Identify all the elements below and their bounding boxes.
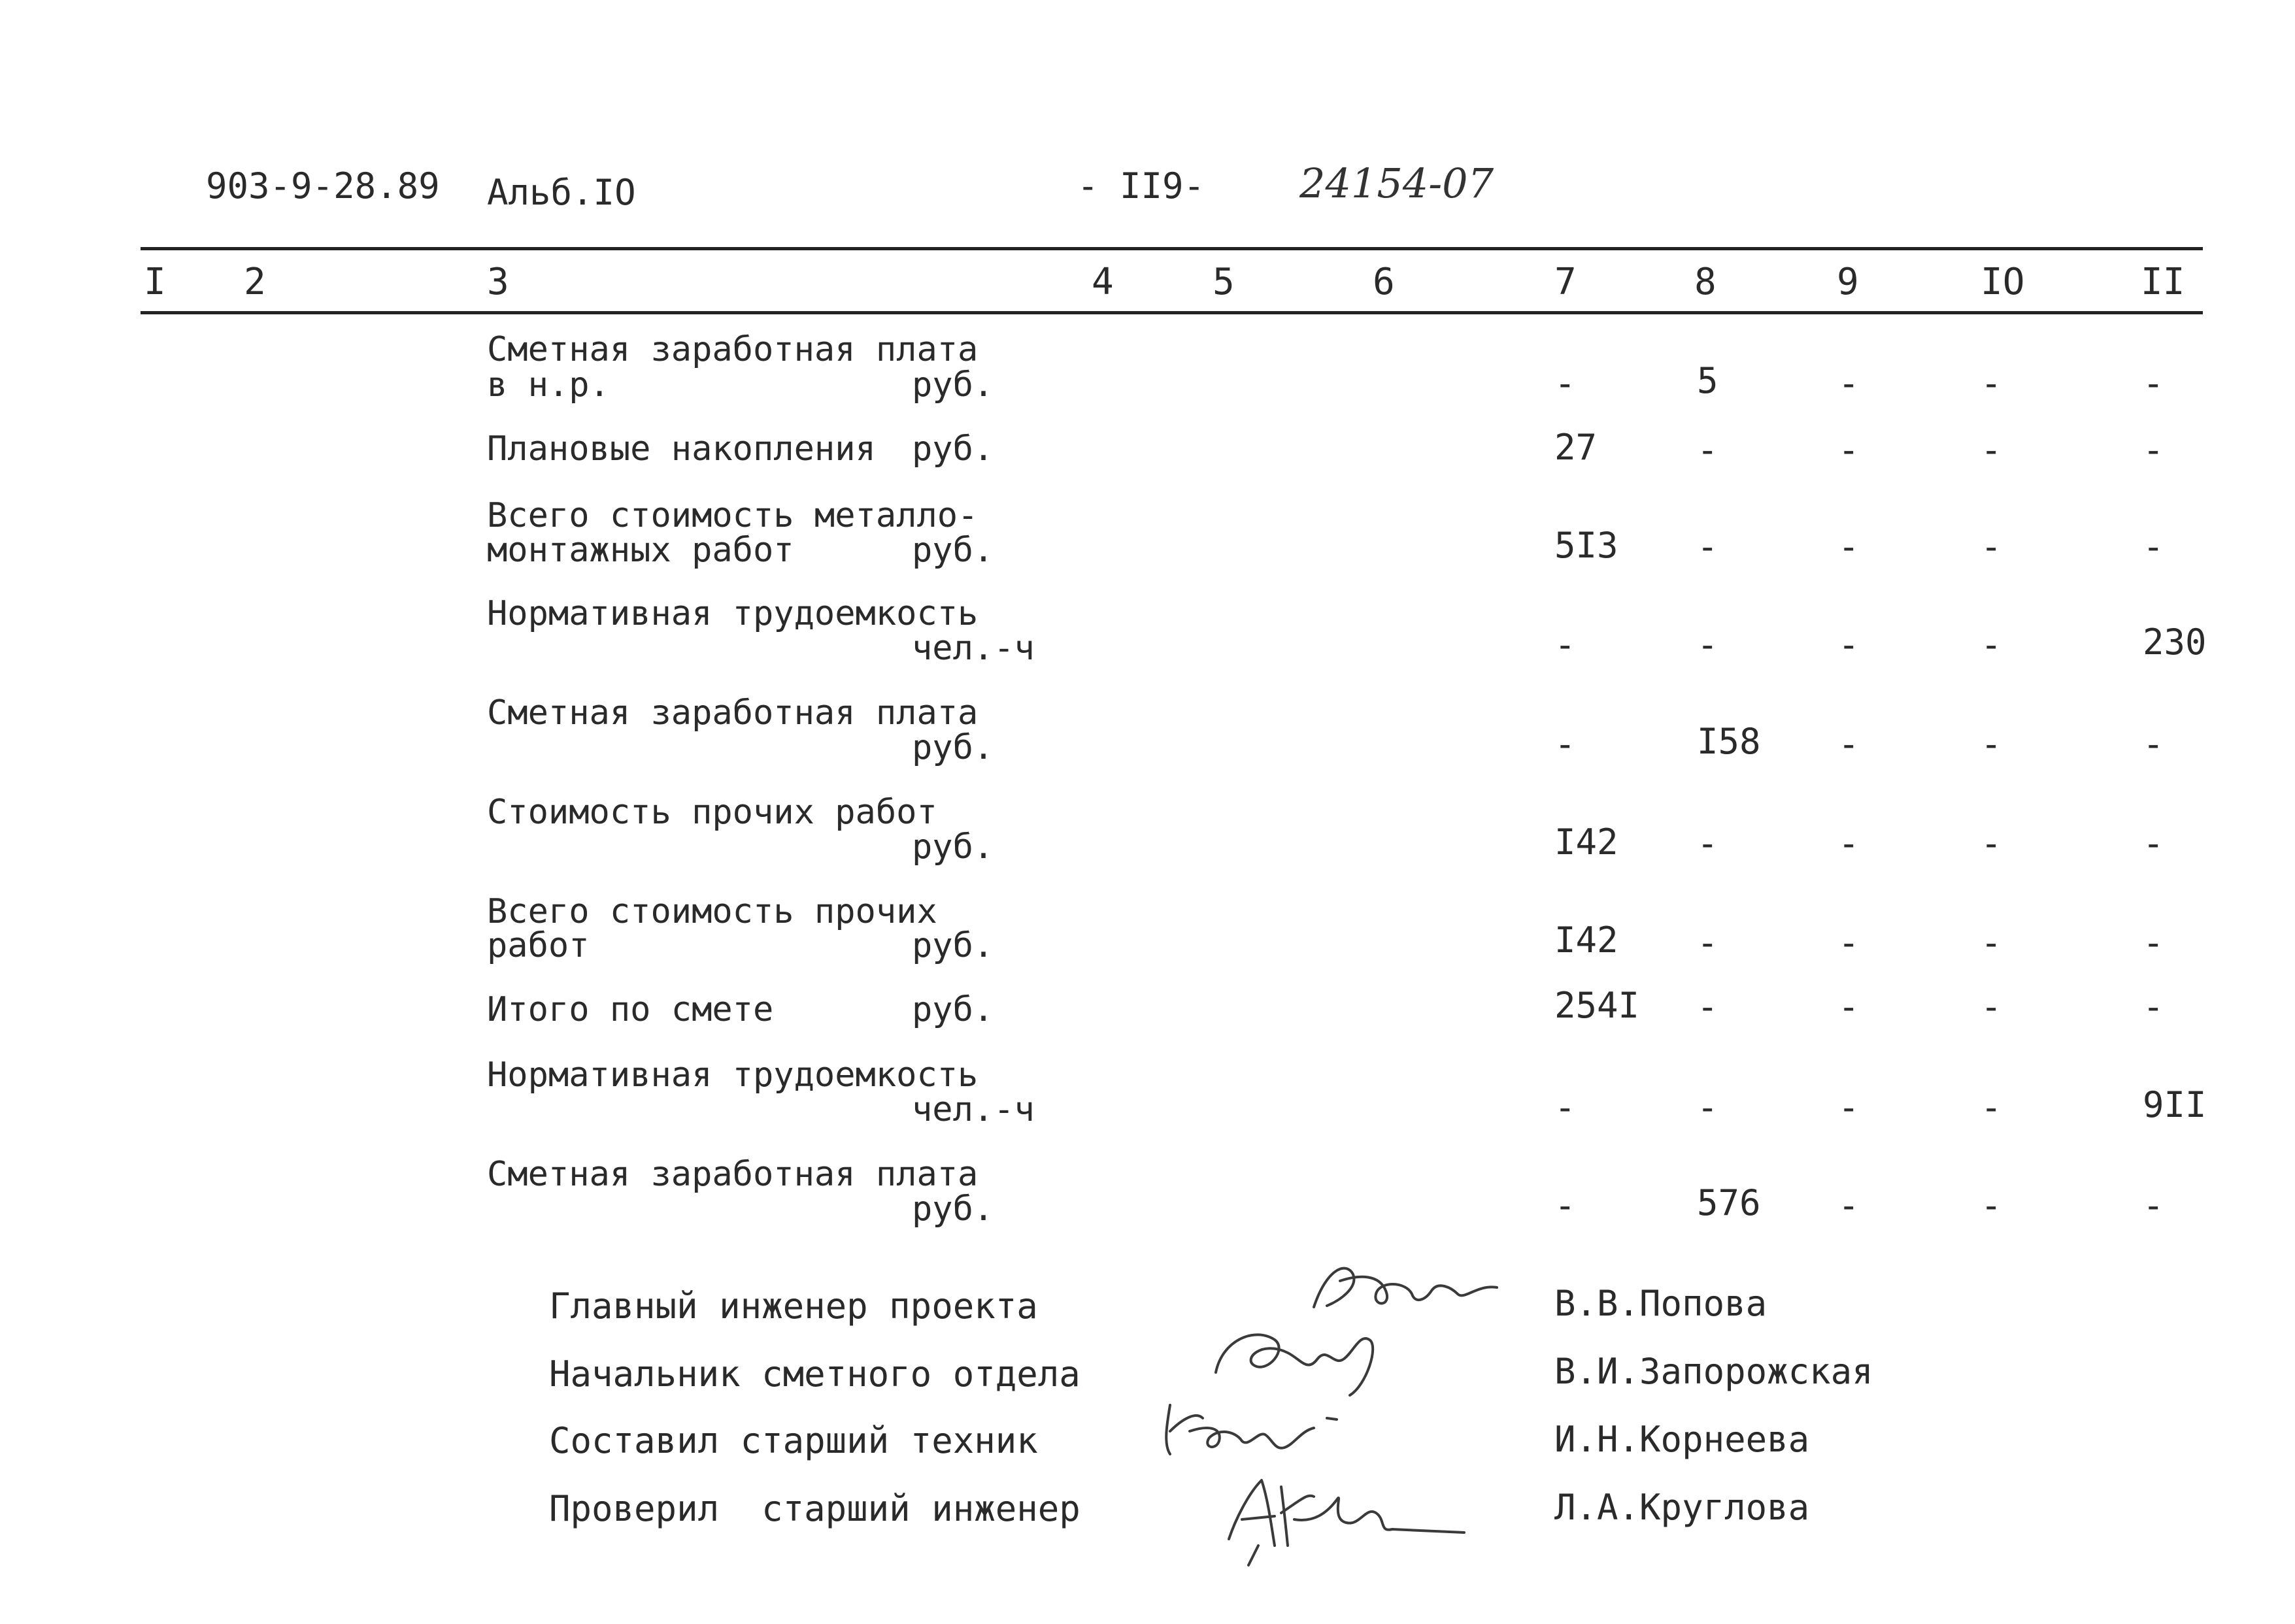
value-col11: - bbox=[2143, 1185, 2164, 1226]
value-col9: - bbox=[1838, 429, 1860, 471]
row-unit: руб. bbox=[912, 926, 994, 965]
value-col11: 230 bbox=[2143, 621, 2207, 663]
signature-name: В.И.Запорожская bbox=[1554, 1351, 1873, 1392]
value-col8: - bbox=[1697, 624, 1718, 665]
value-col11: 9II bbox=[2143, 1084, 2207, 1125]
value-col8: - bbox=[1697, 986, 1718, 1027]
handwritten-signature bbox=[1209, 1461, 1484, 1578]
value-col7: - bbox=[1554, 1185, 1576, 1226]
column-number: II bbox=[2141, 261, 2185, 303]
value-col9: - bbox=[1838, 363, 1860, 404]
row-label: Нормативная трудоемкость bbox=[487, 594, 979, 633]
value-col9: - bbox=[1838, 1087, 1860, 1128]
column-number: I bbox=[144, 261, 166, 303]
column-number: 4 bbox=[1092, 261, 1114, 303]
value-col9: - bbox=[1838, 526, 1860, 567]
row-label-continuation: монтажных работ bbox=[487, 531, 794, 570]
column-number: 7 bbox=[1554, 261, 1577, 303]
value-col10: - bbox=[1981, 429, 2002, 471]
row-unit: руб. bbox=[912, 827, 994, 867]
row-label: Сметная заработная плата bbox=[487, 330, 979, 369]
column-number: 8 bbox=[1694, 261, 1717, 303]
row-unit: руб. bbox=[912, 365, 994, 405]
value-col8: - bbox=[1697, 922, 1718, 963]
value-col8: 576 bbox=[1697, 1182, 1761, 1223]
value-col9: - bbox=[1838, 823, 1860, 864]
signature-name: И.Н.Корнеева bbox=[1554, 1419, 1810, 1460]
row-unit: чел.-ч bbox=[912, 1090, 1035, 1129]
signature-role: Главный инженер проекта bbox=[549, 1285, 1038, 1327]
row-label: Нормативная трудоемкость bbox=[487, 1055, 979, 1095]
value-col7: 254I bbox=[1554, 985, 1640, 1026]
value-col10: - bbox=[1981, 1185, 2002, 1226]
row-label: Итого по смете bbox=[487, 990, 774, 1029]
row-label: Сметная заработная плата bbox=[487, 1155, 979, 1194]
row-unit: руб. bbox=[912, 429, 994, 469]
value-col7: - bbox=[1554, 1087, 1576, 1128]
row-label: Сметная заработная плата bbox=[487, 693, 979, 733]
handwritten-signature bbox=[1203, 1314, 1418, 1405]
value-col7: 27 bbox=[1554, 427, 1598, 468]
value-col11: - bbox=[2143, 986, 2164, 1027]
value-col7: - bbox=[1554, 723, 1576, 765]
value-col10: - bbox=[1981, 922, 2002, 963]
signature-role: Составил старший техник bbox=[549, 1420, 1038, 1461]
table-header-rule bbox=[141, 311, 2203, 314]
value-col8: I58 bbox=[1697, 721, 1761, 762]
table-top-rule bbox=[141, 247, 2203, 250]
value-col11: - bbox=[2143, 429, 2164, 471]
column-number: IO bbox=[1981, 261, 2025, 303]
value-col10: - bbox=[1981, 823, 2002, 864]
row-label-continuation: работ bbox=[487, 926, 590, 965]
row-unit: руб. bbox=[912, 531, 994, 570]
value-col7: - bbox=[1554, 624, 1576, 665]
row-label: Всего стоимость прочих bbox=[487, 892, 937, 931]
value-col8: - bbox=[1697, 526, 1718, 567]
handwritten-signature bbox=[1150, 1392, 1366, 1464]
value-col9: - bbox=[1838, 986, 1860, 1027]
row-label-continuation: в н.р. bbox=[487, 365, 610, 405]
inventory-number: 24154-07 bbox=[1299, 159, 1494, 207]
value-col7: I42 bbox=[1554, 920, 1618, 961]
column-number: 2 bbox=[244, 261, 266, 303]
value-col10: - bbox=[1981, 624, 2002, 665]
value-col10: - bbox=[1981, 986, 2002, 1027]
row-label: Стоимость прочих работ bbox=[487, 793, 937, 832]
value-col11: - bbox=[2143, 363, 2164, 404]
value-col11: - bbox=[2143, 922, 2164, 963]
value-col10: - bbox=[1981, 723, 2002, 765]
signature-name: Л.А.Круглова bbox=[1554, 1487, 1810, 1528]
value-col8: 5 bbox=[1697, 360, 1718, 401]
row-label: Плановые накопления bbox=[487, 429, 876, 469]
value-col9: - bbox=[1838, 624, 1860, 665]
value-col11: - bbox=[2143, 723, 2164, 765]
row-unit: чел.-ч bbox=[912, 629, 1035, 668]
signature-role: Проверил старший инженер bbox=[549, 1488, 1080, 1529]
row-unit: руб. bbox=[912, 1189, 994, 1229]
value-col9: - bbox=[1838, 922, 1860, 963]
value-col9: - bbox=[1838, 1185, 1860, 1226]
value-col10: - bbox=[1981, 526, 2002, 567]
signature-name: В.В.Попова bbox=[1554, 1283, 1767, 1324]
column-number: 9 bbox=[1837, 261, 1859, 303]
column-number: 6 bbox=[1373, 261, 1395, 303]
album-label: Альб.IO bbox=[487, 172, 636, 213]
column-number: 3 bbox=[487, 261, 509, 303]
page-number: - II9- bbox=[1077, 165, 1205, 207]
value-col8: - bbox=[1697, 429, 1718, 471]
value-col10: - bbox=[1981, 1087, 2002, 1128]
document-code: 903-9-28.89 bbox=[206, 165, 440, 207]
value-col9: - bbox=[1838, 723, 1860, 765]
value-col11: - bbox=[2143, 823, 2164, 864]
row-unit: руб. bbox=[912, 990, 994, 1029]
value-col7: - bbox=[1554, 363, 1576, 404]
value-col7: I42 bbox=[1554, 821, 1618, 863]
row-label: Всего стоимость металло- bbox=[487, 496, 979, 535]
value-col8: - bbox=[1697, 1087, 1718, 1128]
signature-role: Начальник сметного отдела bbox=[549, 1353, 1080, 1395]
value-col8: - bbox=[1697, 823, 1718, 864]
row-unit: руб. bbox=[912, 728, 994, 767]
value-col10: - bbox=[1981, 363, 2002, 404]
value-col7: 5I3 bbox=[1554, 525, 1618, 566]
value-col11: - bbox=[2143, 526, 2164, 567]
column-number: 5 bbox=[1213, 261, 1235, 303]
